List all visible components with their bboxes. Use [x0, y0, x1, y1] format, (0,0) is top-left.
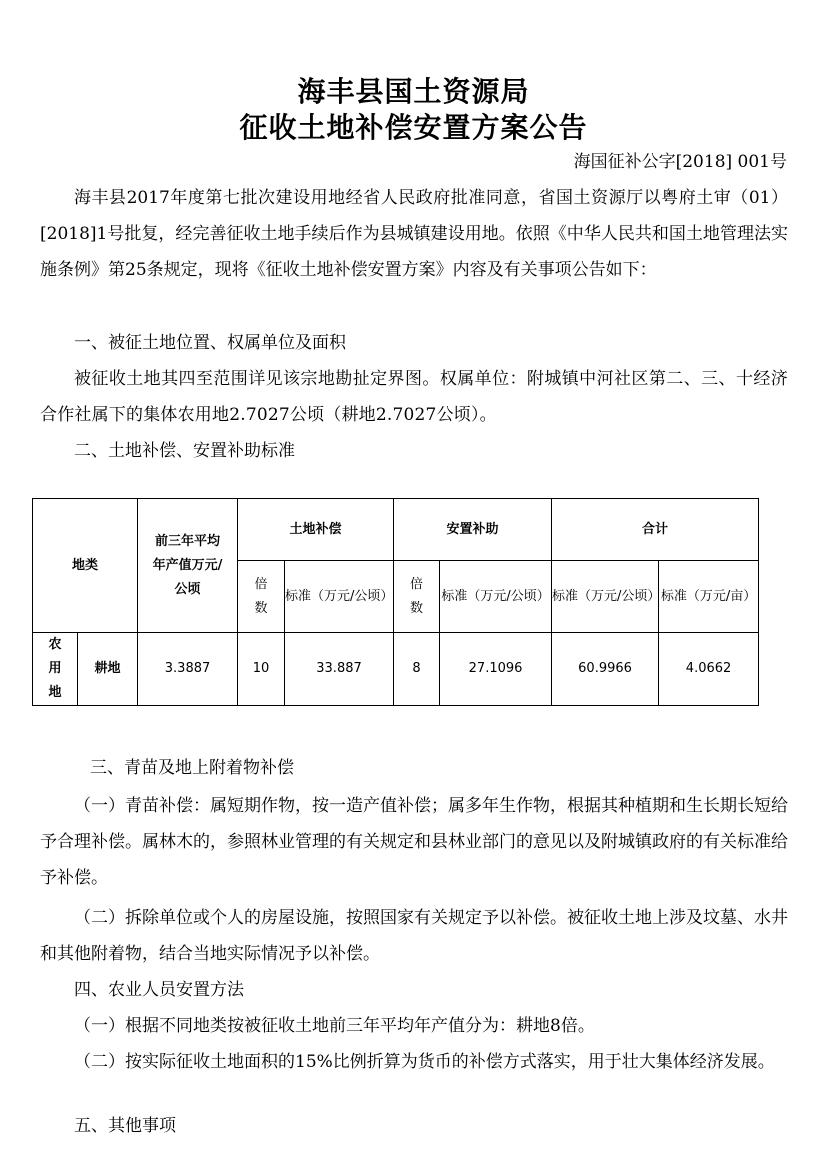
cell-total-std-mu: 4.0662	[659, 633, 759, 706]
title-line-1: 海丰县国土资源局	[297, 75, 530, 108]
section-3-item-1: （一）青苗补偿：属短期作物，按一造产值补偿；属多年生作物，根据其种植期和生长期长短给予合理补偿。属林木的，参照林业管理的有关规定和县林业部门的意见以及附城镇政府的有关标准给予补偿。	[40, 796, 788, 888]
section-4-heading: 四、农业人员安置方法	[74, 980, 244, 1000]
section-4-item-2: （二）按实际征收土地面积的15%比例折算为货币的补偿方式落实，用于壮大集体经济发展。	[74, 1052, 775, 1072]
section-1-text: 被征收土地其四至范围详见该宗地勘扯定界图。权属单位：附城镇中河社区第二、三、十经济合作社属下的集体农用地2.7027公顷（耕地2.7027公顷）。	[40, 369, 788, 425]
section-1-heading: 一、被征土地位置、权属单位及面积	[74, 333, 346, 353]
cell-avg-value: 3.3887	[138, 633, 238, 706]
cell-total-std-ha: 60.9966	[552, 633, 659, 706]
cell-land-std: 33.887	[285, 633, 394, 706]
header-resettlement: 安置补助	[394, 499, 552, 561]
subheader-total-std-ha: 标准（万元/公顷）	[552, 561, 659, 633]
compensation-standard-table	[32, 498, 759, 706]
document-number: 海国征补公字[2018] 001号	[573, 152, 787, 172]
header-land-type: 地类	[33, 499, 138, 633]
cell-resettle-times: 8	[394, 633, 440, 706]
header-total: 合计	[552, 499, 759, 561]
section-3-heading: 三、青苗及地上附着物补偿	[90, 758, 294, 778]
cell-category: 农用地	[33, 633, 78, 706]
section-3-item-2: （二）拆除单位或个人的房屋设施，按照国家有关规定予以补偿。被征收土地上涉及坟墓、水井和其他附着物，结合当地实际情况予以补偿。	[40, 908, 788, 964]
header-land-compensation: 土地补偿	[238, 499, 394, 561]
intro-paragraph: 海丰县2017年度第七批次建设用地经省人民政府批准同意，省国土资源厅以粤府土审（01）[2018]1号批复，经完善征收土地手续后作为县城镇建设用地。依照《中华人民共和国土地管理法实施条例》第25条规定，现将《征收土地补偿安置方案》内容及有关事项公告如下：	[40, 188, 788, 280]
cell-resettle-std: 27.1096	[440, 633, 552, 706]
cell-land-times: 10	[238, 633, 285, 706]
subheader-resettle-times: 倍数	[394, 561, 440, 633]
cell-land-type: 耕地	[78, 633, 138, 706]
section-5-heading: 五、其他事项	[74, 1116, 176, 1136]
subheader-land-std: 标准（万元/公顷）	[285, 561, 394, 633]
header-avg-value: 前三年平均年产值万元/公顷	[138, 499, 238, 633]
subheader-resettle-std: 标准（万元/公顷）	[440, 561, 552, 633]
title-line-2: 征收土地补偿安置方案公告	[239, 111, 588, 144]
section-4-item-1: （一）根据不同地类按被征收土地前三年平均年产值分为：耕地8倍。	[74, 1016, 595, 1036]
subheader-land-times: 倍数	[238, 561, 285, 633]
table-row	[33, 633, 759, 706]
subheader-total-std-mu: 标准（万元/亩）	[659, 561, 759, 633]
section-2-heading: 二、土地补偿、安置补助标准	[74, 441, 295, 461]
